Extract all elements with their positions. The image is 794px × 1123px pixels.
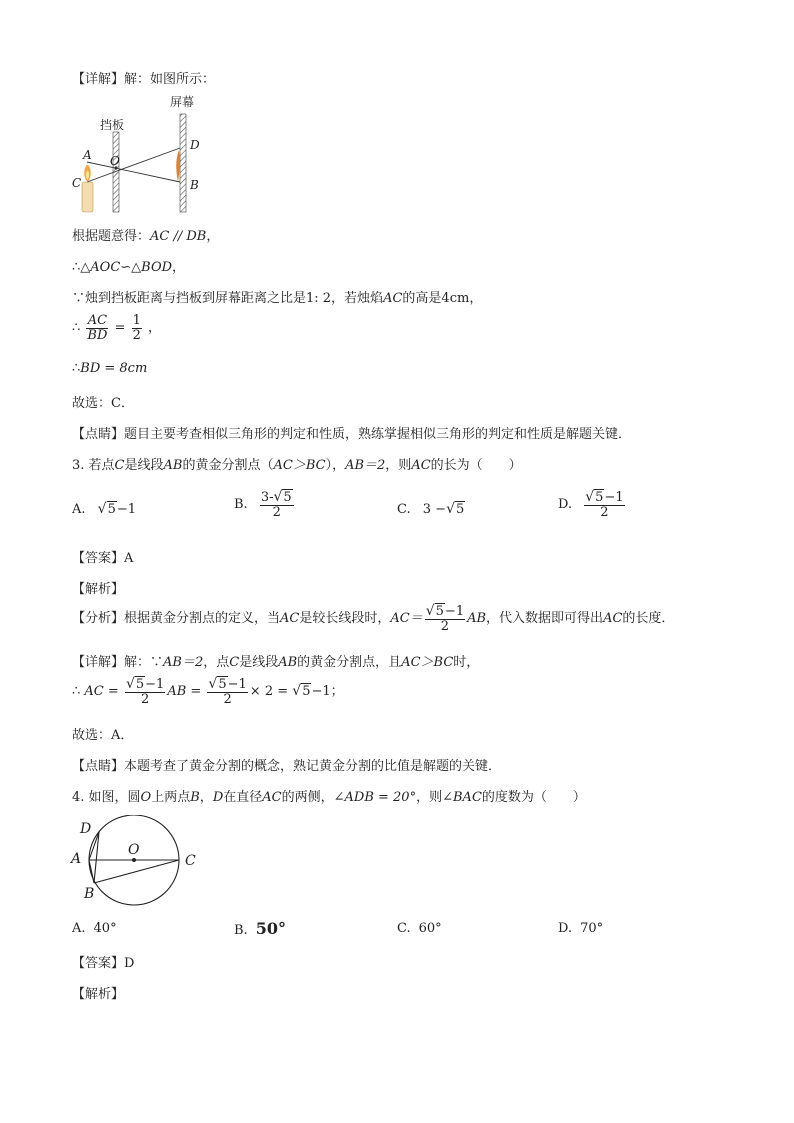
- fig1-label-d: D: [190, 138, 200, 152]
- q4-option-b[interactable]: B. 50°: [234, 919, 286, 938]
- q4-stem: 4. 如图，圆O上两点B，D在直径AC的两侧，∠ADB = 20°，则∠BAC的度数为（ ）: [72, 790, 586, 805]
- q4-analysis: 【解析】: [72, 987, 125, 1002]
- q3-xiangjie: 【详解】解：∵AB＝2，点C是线段AB的黄金分割点，且AC＞BC时，: [72, 655, 480, 670]
- q3-comment: 【点睛】本题考查了黄金分割的概念，熟记黄金分割的比值是解题的关键．: [72, 759, 502, 774]
- fig1-label-b: B: [190, 178, 199, 192]
- ratio-line: ∵烛到挡板距离与挡板到屏幕距离之比是1: 2，若烛焰AC的高是4cm，: [72, 291, 483, 306]
- fig2-label-d: D: [80, 821, 92, 837]
- fig2-label-b: B: [84, 886, 95, 902]
- q3-option-c[interactable]: C. 3 −√5: [397, 501, 465, 517]
- q3-choose: 故选：A．: [72, 728, 134, 743]
- screen-label: 屏幕: [170, 95, 195, 109]
- candle-body: [82, 182, 93, 212]
- fig1-label-c: C: [72, 176, 82, 190]
- q4-option-c[interactable]: C. 60°: [397, 921, 442, 936]
- comment-line: 【点睛】题目主要考查相似三角形的判定和性质，熟练掌握相似三角形的判定和性质是解题关键．: [72, 427, 632, 442]
- fraction-line: ∴ $\frac{AC}{BD}$ = $\frac{1}{2}$ ，: [72, 313, 162, 343]
- center-point: [132, 858, 136, 862]
- q3-fenxi: 【分析】根据黄金分割点的定义，当AC是较长线段时，AC＝ $\frac{√5-1}{2}$ AB，代入数据即可得出AC的长度．: [72, 603, 675, 634]
- q3-option-b[interactable]: B. $\frac{3-√5}{2}$: [234, 489, 292, 520]
- q4-option-d[interactable]: D. 70°: [558, 921, 604, 936]
- q3-calculation: ∴ AC = $\frac{√5-1}{2}$ AB = $\frac{√5-1}{2}$ × 2 = √5−1；: [72, 676, 344, 707]
- fig1-label-a: A: [83, 148, 92, 162]
- q3-stem: 3. 若点C是线段AB的黄金分割点（AC＞BC），AB＝2，则AC的长为（ ）: [72, 458, 522, 473]
- fig2-label-o: O: [128, 842, 140, 858]
- q3-analysis: 【解析】: [72, 582, 125, 597]
- detail-heading: 【详解】解：如图所示：: [72, 72, 216, 87]
- q4-answer: 【答案】D: [72, 956, 135, 971]
- screen-shape: [180, 114, 186, 212]
- q3-option-d[interactable]: D. $\frac{√5-1}{2}$: [558, 489, 624, 520]
- chord-ab: [89, 860, 94, 883]
- q4-option-a[interactable]: A. 40°: [72, 921, 117, 936]
- baffle-label: 挡板: [100, 118, 125, 132]
- choose-line: 故选：C．: [72, 396, 134, 411]
- q3-option-a[interactable]: A. √5−1: [72, 501, 137, 517]
- flame-image: [176, 150, 180, 182]
- given-line: 根据题意得：AC // DB，: [72, 229, 220, 244]
- fig2-label-a: A: [71, 851, 82, 867]
- bd-result-line: ∴BD = 8cm: [72, 361, 148, 376]
- chord-bc: [94, 860, 179, 883]
- fig1-label-o: O: [110, 154, 120, 168]
- fig2-label-c: C: [185, 853, 196, 869]
- q3-answer: 【答案】A: [72, 551, 134, 566]
- similar-line: ∴△AOC∽△BOD，: [72, 260, 186, 275]
